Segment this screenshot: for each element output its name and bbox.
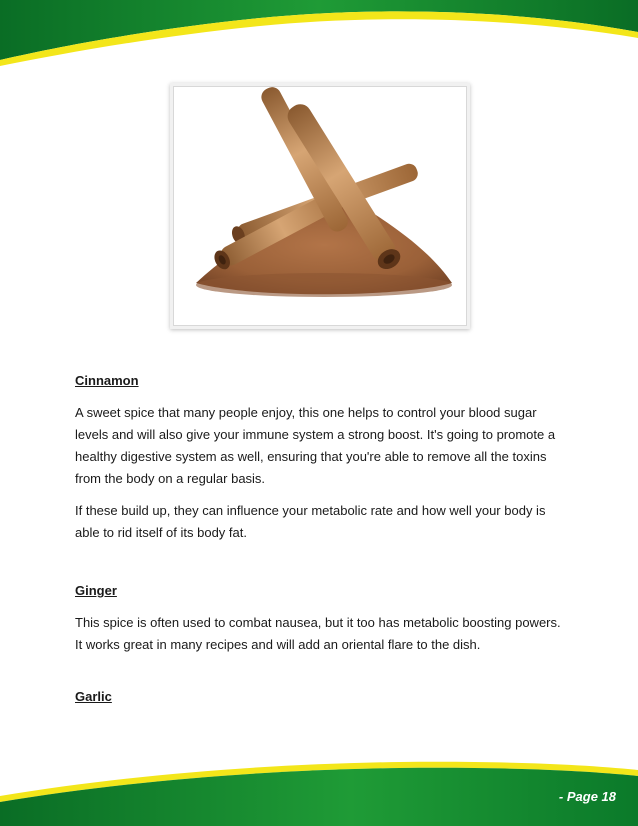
section-spacer — [75, 656, 570, 686]
footer-wave — [0, 736, 638, 826]
ginger-paragraph-1: This spice is often used to combat nausea, but it too has metabolic boosting powers. It works great in many recipes and will add an oriental flare to the dish. — [75, 615, 561, 652]
cinnamon-paragraph-1: A sweet spice that many people enjoy, this one helps to control your blood sugar levels and will also give your immune system a strong boost. It's going to promote a healthy digestive system as well, ensuring that you're able to remove all the toxins from the body on a regular basis. — [75, 405, 556, 486]
document-body — [75, 370, 570, 708]
page-number: - Page 18 — [558, 789, 616, 804]
section-heading-cinnamon: Cinnamon — [75, 373, 139, 388]
section-heading-garlic: Garlic — [75, 689, 112, 704]
section-heading-ginger: Ginger — [75, 583, 117, 598]
section-spacer — [75, 544, 570, 580]
header-wave — [0, 0, 638, 70]
cinnamon-image — [173, 86, 467, 326]
cinnamon-image-icon — [174, 87, 466, 325]
cinnamon-paragraph-2: If these build up, they can influence your metabolic rate and how well your body is able to rid itself of its body fat. — [75, 503, 546, 540]
